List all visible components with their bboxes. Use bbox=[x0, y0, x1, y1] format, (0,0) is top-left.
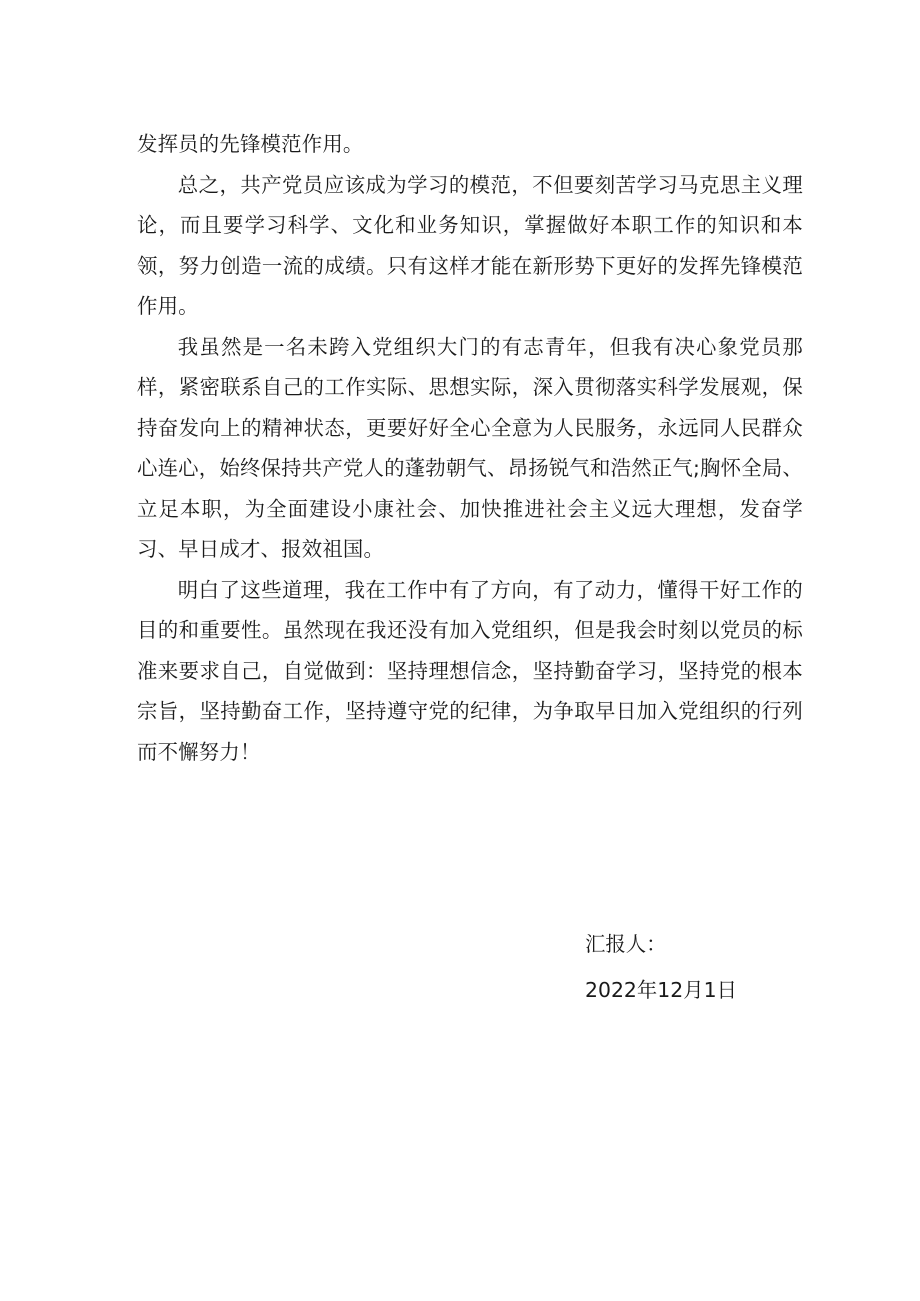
paragraph-2: 总之，共产党员应该成为学习的模范，不但要刻苦学习马克思主义理论，而且要学习科学、文化和业务知识，掌握做好本职工作的知识和本领，努力创造一流的成绩。只有这样才能在新形势下更好的发挥先锋模范作用。 bbox=[137, 172, 803, 318]
reporter-label: 汇报人： bbox=[585, 932, 667, 956]
paragraph-1: 发挥员的先锋模范作用。 bbox=[137, 132, 364, 156]
document-body bbox=[137, 124, 803, 772]
report-date: 2022年12月1日 bbox=[585, 978, 737, 1002]
signature-block bbox=[585, 921, 737, 1013]
paragraph-3: 我虽然是一名未跨入党组织大门的有志青年，但我有决心象党员那样，紧密联系自己的工作实际、思想实际，深入贯彻落实科学发展观，保持奋发向上的精神状态，更要好好全心全意为人民服务，永远同人民群众心连心，始终保持共产党人的蓬勃朝气、昂扬锐气和浩然正气;胸怀全局、立足本职，为全面建设小康社会、加快推进社会主义远大理想，发奋学习、早日成才、报效祖国。 bbox=[137, 334, 803, 561]
paragraph-4: 明白了这些道理，我在工作中有了方向，有了动力，懂得干好工作的目的和重要性。虽然现在我还没有加入党组织，但是我会时刻以党员的标准来要求自己，自觉做到：坚持理想信念，坚持勤奋学习，坚持党的根本宗旨，坚持勤奋工作，坚持遵守党的纪律，为争取早日加入党组织的行列而不懈努力！ bbox=[137, 577, 803, 764]
